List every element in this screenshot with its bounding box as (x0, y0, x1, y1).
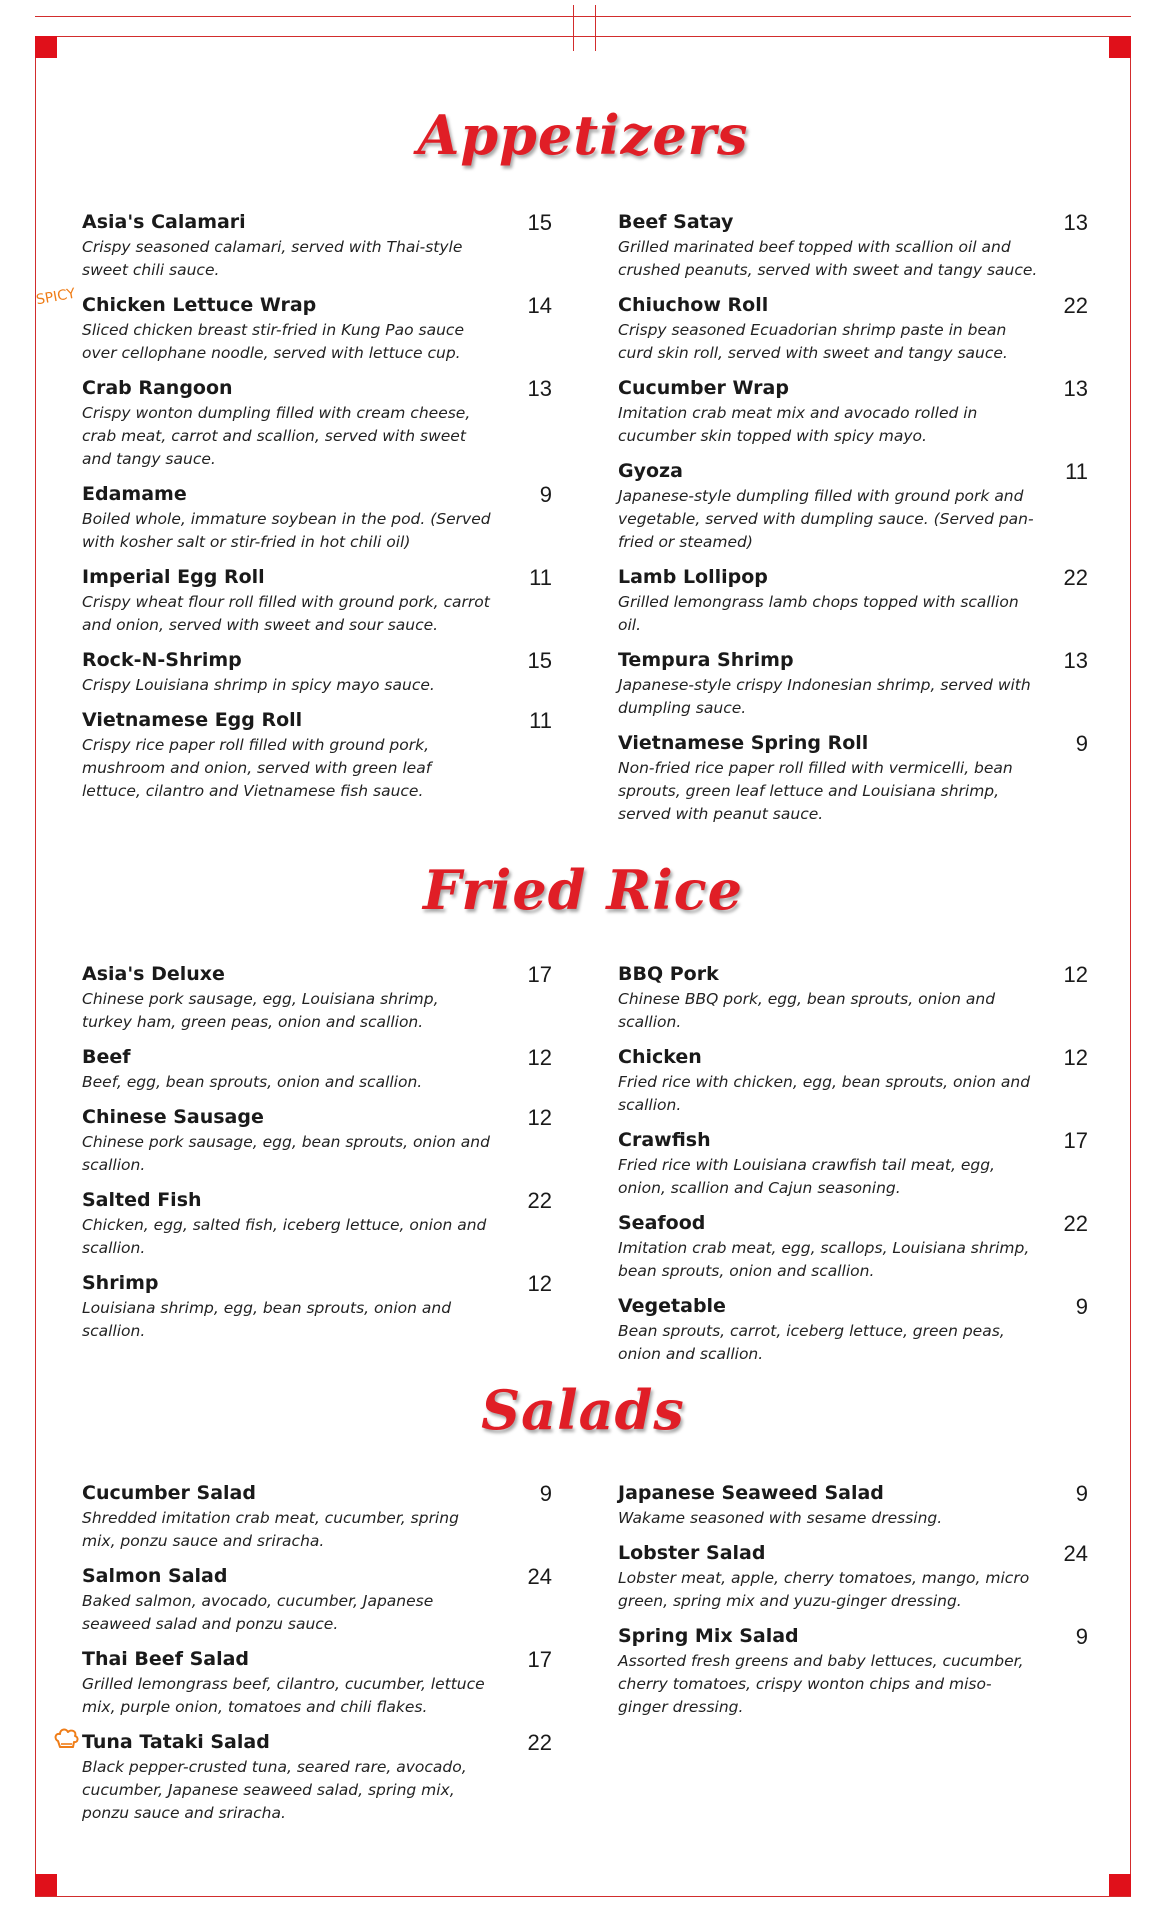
menu-item-header (82, 1563, 552, 1590)
menu-item-header (618, 730, 1088, 757)
menu-item-description: Grilled lemongrass beef, cilantro, cucumber, lettuce mix, purple onion, tomatoes and chili flakes. (82, 1675, 485, 1716)
menu-item-price: 12 (1063, 962, 1088, 987)
menu-item-price: 24 (1063, 1541, 1088, 1566)
menu-item (618, 961, 1088, 1034)
menu-item (618, 564, 1088, 637)
menu-item-price: 22 (527, 1188, 552, 1213)
menu-item-description: Sliced chicken breast stir-fried in Kung Pao sauce over cellophane noodle, served with lettuce cup. (82, 321, 464, 362)
menu-item-name: Chinese Sausage (82, 1106, 264, 1128)
menu-item-header (82, 1646, 552, 1673)
menu-item-price: 12 (1063, 1045, 1088, 1070)
menu-item-price: 13 (1063, 648, 1088, 673)
menu-item-description: Chicken, egg, salted fish, iceberg lettuce, onion and scallion. (82, 1216, 487, 1257)
menu-item-header (82, 647, 552, 674)
menu-item-description: Shredded imitation crab meat, cucumber, spring mix, ponzu sauce and sriracha. (82, 1509, 459, 1550)
section-title-fried-rice: Fried Rice (423, 858, 743, 922)
menu-item-description: Grilled marinated beef topped with scallion oil and crushed peanuts, served with sweet and tangy sauce. (618, 238, 1038, 279)
menu-item-price: 11 (1065, 459, 1088, 484)
frame-inner-line (35, 36, 1131, 37)
frame-top-line (35, 16, 1131, 17)
menu-item (618, 458, 1088, 554)
salads-left-column (82, 1480, 552, 1835)
menu-item-header (82, 1270, 552, 1297)
menu-item-name: Shrimp (82, 1272, 159, 1294)
menu-item-name: Seafood (618, 1212, 706, 1234)
corner-square (1109, 1874, 1131, 1896)
menu-item-description: Wakame seasoned with sesame dressing. (618, 1509, 943, 1527)
menu-item (618, 1127, 1088, 1200)
menu-item-description: Chinese BBQ pork, egg, bean sprouts, onion and scallion. (618, 990, 996, 1031)
menu-item-description: Japanese-style crispy Indonesian shrimp, served with dumpling sauce. (618, 676, 1031, 717)
menu-item-description: Crispy wonton dumpling filled with cream cheese, crab meat, carrot and scallion, served with sweet and tangy sauce. (82, 404, 471, 468)
menu-item-header (82, 1729, 552, 1756)
menu-item-price: 13 (527, 376, 552, 401)
menu-item-price: 11 (529, 565, 552, 590)
menu-item-name: Rock-N-Shrimp (82, 649, 242, 671)
menu-item-description: Baked salmon, avocado, cucumber, Japanese seaweed salad and ponzu sauce. (82, 1592, 434, 1633)
frame-ornament-line (573, 5, 574, 51)
menu-item-description: Lobster meat, apple, cherry tomatoes, mango, micro green, spring mix and yuzu-ginger dressing. (618, 1569, 1030, 1610)
menu-item (82, 961, 552, 1034)
corner-square (35, 1874, 57, 1896)
menu-item-header (618, 375, 1088, 402)
menu-item-header (34, 285, 552, 319)
appetizers-left-column (34, 209, 552, 813)
menu-item-header (618, 1623, 1088, 1650)
menu-item-name: Salted Fish (82, 1189, 202, 1211)
fried-rice-left-column (82, 961, 552, 1353)
menu-item-name: Vietnamese Spring Roll (618, 732, 869, 754)
menu-item-description: Crispy seasoned calamari, served with Thai-style sweet chili sauce. (82, 238, 463, 279)
menu-item-name: Thai Beef Salad (82, 1648, 250, 1670)
menu-item-header (618, 1210, 1088, 1237)
frame-ornament-line (595, 5, 596, 51)
menu-item (618, 647, 1088, 720)
menu-item-name: Tuna Tataki Salad (82, 1731, 270, 1753)
menu-item-header (618, 1127, 1088, 1154)
menu-item-name: Tempura Shrimp (618, 649, 794, 671)
menu-item-description: Fried rice with Louisiana crawfish tail meat, egg, onion, scallion and Cajun seasoning. (618, 1156, 995, 1197)
menu-item-description: Imitation crab meat, egg, scallops, Louisiana shrimp, bean sprouts, onion and scallion. (618, 1239, 1030, 1280)
menu-item-header (618, 1044, 1088, 1071)
corner-square (1109, 36, 1131, 58)
menu-item-price: 17 (1063, 1128, 1088, 1153)
menu-item-name: Edamame (82, 483, 187, 505)
chef-hat-icon (52, 1725, 80, 1753)
menu-item (82, 1480, 552, 1553)
menu-item (618, 209, 1088, 282)
menu-item-header (82, 707, 552, 734)
menu-item-description: Louisiana shrimp, egg, bean sprouts, onion and scallion. (82, 1299, 452, 1340)
frame-bottom-line (35, 1896, 1131, 1897)
section-title-appetizers: Appetizers (417, 103, 749, 167)
menu-item (82, 1646, 552, 1719)
fried-rice-right-column (618, 961, 1088, 1376)
menu-item-price: 9 (539, 1481, 552, 1506)
menu-item (618, 1540, 1088, 1613)
menu-item-description: Boiled whole, immature soybean in the pod. (Served with kosher salt or stir-fried in hot chili oil) (82, 510, 491, 551)
menu-item (618, 292, 1088, 365)
menu-item-header (618, 647, 1088, 674)
menu-item (82, 1729, 552, 1825)
menu-item (618, 1044, 1088, 1117)
menu-item-price: 9 (1075, 1624, 1088, 1649)
menu-item-name: Lamb Lollipop (618, 566, 768, 588)
menu-item-header (618, 1480, 1088, 1507)
menu-item (82, 647, 552, 697)
menu-item-description: Imitation crab meat mix and avocado rolled in cucumber skin topped with spicy mayo. (618, 404, 978, 445)
menu-item (618, 375, 1088, 448)
menu-item-name: Asia's Calamari (82, 211, 246, 233)
menu-item (82, 1104, 552, 1177)
menu-item-name: Cucumber Salad (82, 1482, 256, 1504)
menu-item-name: Japanese Seaweed Salad (618, 1482, 884, 1504)
menu-item-name: Beef Satay (618, 211, 734, 233)
menu-item-price: 15 (527, 648, 552, 673)
menu-item-price: 22 (1063, 565, 1088, 590)
menu-item-name: BBQ Pork (618, 963, 719, 985)
menu-item (618, 1210, 1088, 1283)
menu-item-price: 12 (527, 1105, 552, 1130)
menu-item-header (618, 961, 1088, 988)
salads-right-column (618, 1480, 1088, 1729)
menu-item-header (82, 209, 552, 236)
menu-item-price: 15 (527, 210, 552, 235)
menu-item-price: 13 (1063, 210, 1088, 235)
menu-item-description: Grilled lemongrass lamb chops topped with scallion oil. (618, 593, 1019, 634)
menu-item (82, 564, 552, 637)
menu-item-price: 17 (527, 962, 552, 987)
menu-item-header (82, 481, 552, 508)
menu-item-name: Asia's Deluxe (82, 963, 225, 985)
menu-item-header (82, 375, 552, 402)
menu-item-price: 9 (1075, 1294, 1088, 1319)
menu-item (82, 1270, 552, 1343)
frame-right-line (1130, 36, 1131, 1896)
menu-item (618, 730, 1088, 826)
menu-item-description: Chinese pork sausage, egg, Louisiana shrimp, turkey ham, green peas, onion and scallion. (82, 990, 439, 1031)
menu-item-description: Non-fried rice paper roll filled with vermicelli, bean sprouts, green leaf lettuce and Louisiana shrimp, served with peanut sauce. (618, 759, 1013, 823)
menu-item (618, 1480, 1088, 1530)
menu-item-name: Lobster Salad (618, 1542, 766, 1564)
menu-item-description: Japanese-style dumpling filled with ground pork and vegetable, served with dumpling sauce. (Served pan-fried or steamed) (618, 487, 1034, 551)
menu-item-description: Black pepper-crusted tuna, seared rare, avocado, cucumber, Japanese seaweed salad, spring mix, ponzu sauce and sriracha. (82, 1758, 467, 1822)
menu-item-description: Fried rice with chicken, egg, bean sprouts, onion and scallion. (618, 1073, 1031, 1114)
menu-item-price: 9 (539, 482, 552, 507)
menu-item-price: 12 (527, 1271, 552, 1296)
menu-item-description: Crispy wheat flour roll filled with ground pork, carrot and onion, served with sweet and sour sauce. (82, 593, 490, 634)
menu-item-price: 22 (1063, 1211, 1088, 1236)
menu-item (82, 1187, 552, 1260)
section-title-salads: Salads (481, 1378, 685, 1442)
menu-item-price: 24 (527, 1564, 552, 1589)
menu-item-price: 22 (1063, 293, 1088, 318)
menu-item (82, 707, 552, 803)
menu-item-name: Chiuchow Roll (618, 294, 769, 316)
menu-item-name: Chicken Lettuce Wrap (82, 294, 317, 316)
menu-item-header (618, 1293, 1088, 1320)
menu-item-name: Vietnamese Egg Roll (82, 709, 303, 731)
menu-item-header (618, 458, 1088, 485)
menu-item-price: 13 (1063, 376, 1088, 401)
menu-item-name: Salmon Salad (82, 1565, 228, 1587)
menu-item-description: Crispy rice paper roll filled with ground pork, mushroom and onion, served with green leaf lettuce, cilantro and Vietnamese fish sauce. (82, 736, 432, 800)
menu-item-header (618, 1540, 1088, 1567)
frame-left-line (35, 36, 36, 1896)
menu-item-name: Crab Rangoon (82, 377, 233, 399)
spicy-tag: SPICY (34, 285, 77, 309)
menu-item-price: 9 (1075, 731, 1088, 756)
menu-item-header (82, 564, 552, 591)
menu-item-description: Beef, egg, bean sprouts, onion and scallion. (82, 1073, 423, 1091)
menu-item-name: Crawfish (618, 1129, 711, 1151)
appetizers-right-column (618, 209, 1088, 836)
menu-item-description: Chinese pork sausage, egg, bean sprouts, onion and scallion. (82, 1133, 490, 1174)
menu-item-description: Crispy seasoned Ecuadorian shrimp paste in bean curd skin roll, served with sweet and tangy sauce. (618, 321, 1008, 362)
menu-item-price: 9 (1075, 1481, 1088, 1506)
menu-item-price: 11 (529, 708, 552, 733)
menu-item-name: Gyoza (618, 460, 683, 482)
menu-item-description: Assorted fresh greens and baby lettuces, cucumber, cherry tomatoes, crispy wonton chips and miso-ginger dressing. (618, 1652, 1024, 1716)
menu-item (82, 1044, 552, 1094)
menu-item-header (618, 209, 1088, 236)
menu-item (34, 285, 552, 365)
menu-item-price: 14 (527, 293, 552, 318)
menu-item-name: Spring Mix Salad (618, 1625, 799, 1647)
menu-item (618, 1623, 1088, 1719)
menu-item-header (82, 1104, 552, 1131)
menu-item-name: Cucumber Wrap (618, 377, 789, 399)
menu-item-header (618, 292, 1088, 319)
menu-item-description: Bean sprouts, carrot, iceberg lettuce, green peas, onion and scallion. (618, 1322, 1005, 1363)
corner-square (35, 36, 57, 58)
menu-item-description: Crispy Louisiana shrimp in spicy mayo sauce. (82, 676, 435, 694)
menu-item-name: Chicken (618, 1046, 702, 1068)
menu-item (82, 209, 552, 282)
menu-item-name: Vegetable (618, 1295, 726, 1317)
menu-item-header (82, 1480, 552, 1507)
menu-item-price: 17 (527, 1647, 552, 1672)
menu-item-name: Beef (82, 1046, 131, 1068)
menu-item-price: 22 (527, 1730, 552, 1755)
menu-item-header (618, 564, 1088, 591)
menu-item-header (82, 961, 552, 988)
menu-item (82, 375, 552, 471)
menu-item-header (82, 1044, 552, 1071)
menu-item (82, 481, 552, 554)
menu-item (618, 1293, 1088, 1366)
menu-item-header (82, 1187, 552, 1214)
menu-item-price: 12 (527, 1045, 552, 1070)
menu-item-name: Imperial Egg Roll (82, 566, 265, 588)
menu-item (82, 1563, 552, 1636)
